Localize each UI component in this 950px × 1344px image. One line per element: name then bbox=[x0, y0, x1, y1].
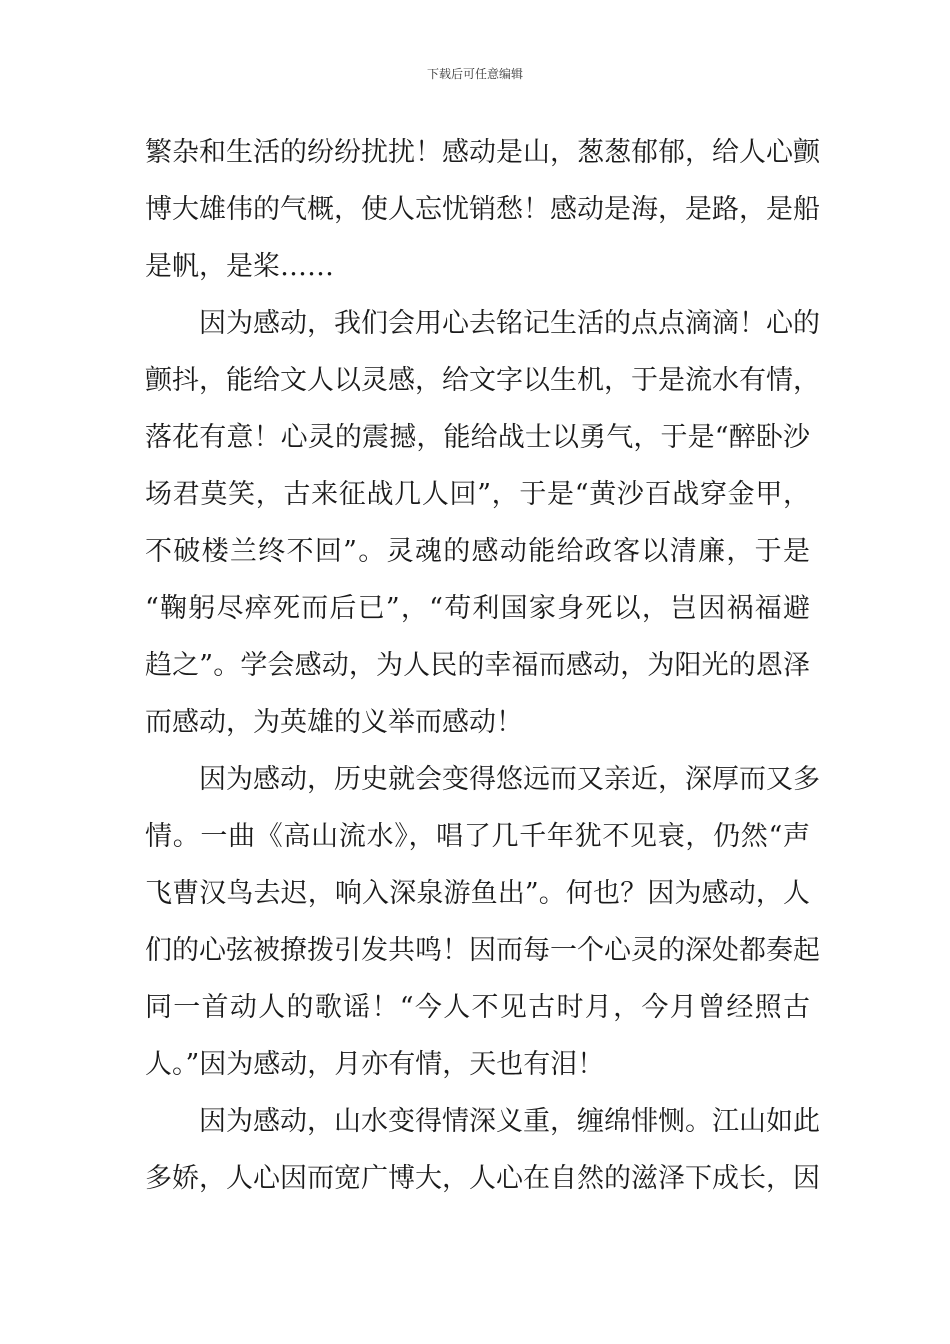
text-line: 场君莫笑，古来征战几人回”，于是“黄沙百战穿金甲， bbox=[145, 479, 810, 510]
text-line: 趋之”。学会感动，为人民的幸福而感动，为阳光的恩泽 bbox=[145, 650, 810, 681]
text-line: 们的心弦被撩拨引发共鸣！因而每一个心灵的深处都奏起 bbox=[145, 935, 820, 966]
essay-body bbox=[145, 124, 820, 1207]
text-line: 颤抖，能给文人以灵感，给文字以生机，于是流水有情， bbox=[145, 365, 820, 396]
text-line: 因为感动，历史就会变得悠远而又亲近，深厚而又多 bbox=[145, 764, 820, 795]
text-line: 是帆，是桨…… bbox=[145, 251, 334, 282]
text-line: 因为感动，我们会用心去铭记生活的点点滴滴！心的 bbox=[145, 308, 820, 339]
text-line: 情。一曲《高山流水》，唱了几千年犹不见衰，仍然“声 bbox=[145, 821, 810, 852]
text-line: 落花有意！心灵的震撼，能给战士以勇气，于是“醉卧沙 bbox=[145, 422, 810, 453]
page-header-note: 下载后可任意编辑 bbox=[426, 67, 523, 81]
text-line: 繁杂和生活的纷纷扰扰！感动是山，葱葱郁郁，给人心颤 bbox=[145, 137, 820, 168]
text-line: 多娇，人心因而宽广博大，人心在自然的滋泽下成长，因 bbox=[145, 1163, 820, 1194]
text-line: 而感动，为英雄的义举而感动！ bbox=[145, 707, 523, 738]
text-line: 因为感动，山水变得情深义重，缠绵悱恻。江山如此 bbox=[145, 1106, 820, 1137]
text-line: 人。”因为感动，月亦有情，天也有泪！ bbox=[145, 1049, 605, 1080]
text-line: 飞曹汉鸟去迟，响入深泉游鱼出”。何也？因为感动，人 bbox=[145, 878, 810, 909]
text-line: 不破楼兰终不回”。灵魂的感动能给政客以清廉，于是 bbox=[145, 536, 810, 567]
text-line: 博大雄伟的气概，使人忘忧销愁！感动是海，是路，是船 bbox=[145, 194, 820, 225]
text-line: “鞠躬尽瘁死而后已”，“苟利国家身死以，岂因祸福避 bbox=[145, 593, 810, 624]
text-line: 同一首动人的歌谣！“今人不见古时月，今月曾经照古 bbox=[145, 992, 810, 1023]
